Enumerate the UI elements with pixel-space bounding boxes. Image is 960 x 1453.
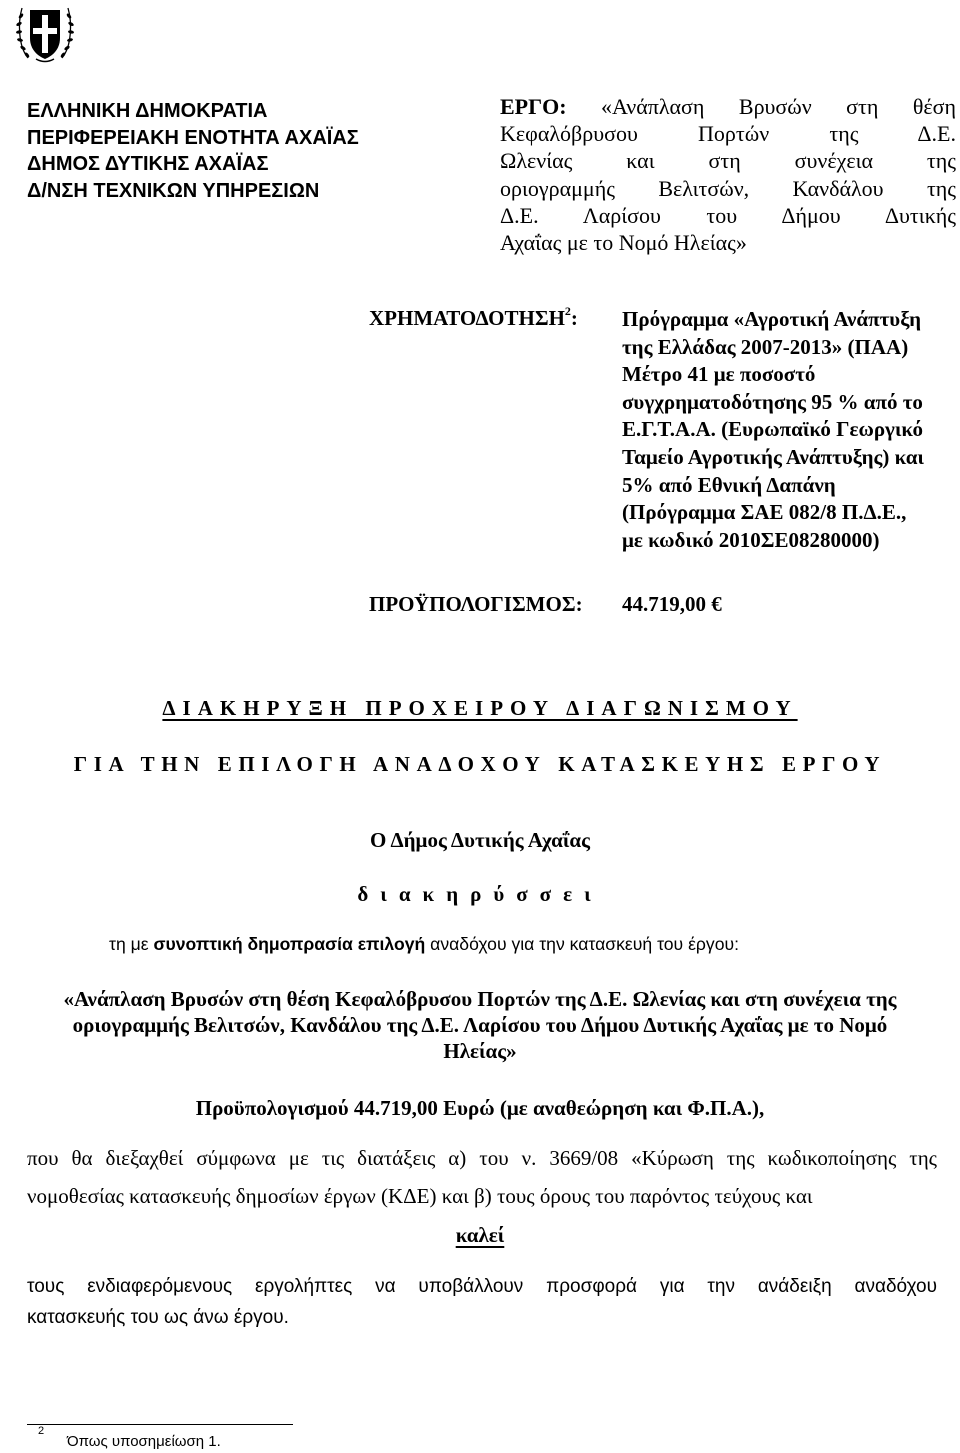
footnote-divider <box>27 1424 293 1425</box>
procedure-type: συνοπτική δημοπρασία επιλογή <box>153 934 426 954</box>
budget-statement: Προϋπολογισμού 44.719,00 Ευρώ (με αναθεώρηση και Φ.Π.Α.), <box>195 1096 765 1120</box>
legal-basis-line: νομοθεσίας κατασκευής δημοσίων έργων (ΚΔΕ) και β) τους όρους του παρόντος τεύχους και <box>27 1184 813 1208</box>
funding-line: Μέτρο 41 με ποσοστό <box>622 362 816 387</box>
funding-line: συγχρηματοδότησης 95 % από το <box>622 389 923 414</box>
project-line: Δ.Ε. Λαρίσου του Δήμου Δυτικής <box>500 202 956 228</box>
project-line: Κεφαλόβρυσου Πορτών της Δ.Ε. <box>500 121 956 147</box>
funding-label-text: ΧΡΗΜΑΤΟΔΟΤΗΣΗ <box>369 306 565 330</box>
project-title-line: οριογραμμής Βελιτσών, Κανδάλου της Δ.Ε. Λαρίσου του Δήμου Δυτικής Αχαΐας με το Νομό <box>72 1013 888 1037</box>
project-line: Αχαΐας με το Νομό Ηλείας» <box>500 229 747 255</box>
footnote-mark: 2 <box>38 1425 45 1437</box>
project-title-line: «Ανάπλαση Βρυσών στη θέση Κεφαλόβρυσου Πορτών της Δ.Ε. Ωλενίας και στη συνέχεια της <box>63 987 897 1011</box>
document-heading: ΔΙΑΚΗΡΥΞΗ ΠΡΟΧΕΙΡΟΥ ΔΙΑΓΩΝΙΣΜΟΥ <box>162 696 798 720</box>
funding-line: 5% από Εθνική Δαπάνη <box>622 472 836 497</box>
funding-line: (Πρόγραμμα ΣΑΕ 082/8 Π.Δ.Ε., <box>622 500 907 525</box>
authority-line: ΔΗΜΟΣ ΔΥΤΙΚΗΣ ΑΧΑΪΑΣ <box>27 153 269 175</box>
funding-line: Πρόγραμμα «Αγροτική Ανάπτυξη <box>622 307 922 331</box>
footnote-text: Όπως υποσημείωση 1. <box>67 1433 221 1450</box>
announces-verb: διακηρύσσει <box>357 882 603 906</box>
procedure-prefix: τη με <box>109 934 154 954</box>
footnote-reference: 2 <box>564 304 571 318</box>
authority-line: Δ/ΝΣΗ ΤΕΧΝΙΚΩΝ ΥΠΗΡΕΣΙΩΝ <box>27 179 320 202</box>
document-subheading: ΓΙΑ ΤΗΝ ΕΠΙΛΟΓΗ ΑΝΑΔΟΧΟΥ ΚΑΤΑΣΚΕΥΗΣ ΕΡΓΟΥ <box>73 752 887 776</box>
funding-details <box>622 306 960 554</box>
funding-label <box>369 306 578 331</box>
project-line: οριογραμμής Βελιτσών, Κανδάλου της <box>500 175 956 201</box>
greek-coat-of-arms-icon <box>14 2 76 66</box>
funding-line: της Ελλάδας 2007-2013» (ΠΑΑ) <box>622 334 909 359</box>
budget-label: ΠΡΟΫΠΟΛΟΓΙΣΜΟΣ: <box>369 592 583 616</box>
funding-line: με κωδικό 2010ΣΕ08280000) <box>622 527 880 552</box>
project-title-line: Ηλείας» <box>443 1039 517 1063</box>
procedure-suffix: αναδόχου για την κατασκευή του έργου: <box>425 934 740 954</box>
funding-colon: : <box>570 306 578 330</box>
funding-line: Ταμείο Αγροτικής Ανάπτυξης) και <box>622 444 924 469</box>
project-line: Ωλενίας και στη συνέχεια της <box>500 148 956 174</box>
project-title-block <box>24 986 936 1064</box>
project-block <box>500 93 956 256</box>
legal-basis-line: που θα διεξαχθεί σύμφωνα με τις διατάξεις α) του ν. 3669/08 «Κύρωση της κωδικοποίησης της <box>27 1146 937 1170</box>
invitation-line: τους ενδιαφερόμενους εργολήπτες να υποβάλλουν προσφορά για την ανάδειξη αναδόχου <box>27 1276 937 1297</box>
procedure-line <box>109 934 739 955</box>
invitation-line: κατασκευής του ως άνω έργου. <box>27 1307 289 1328</box>
calls-verb: καλεί <box>455 1223 505 1247</box>
project-label: ΕΡΓΟ: <box>500 94 567 119</box>
issuing-authority <box>27 98 407 204</box>
funding-line: Ε.Γ.Τ.Α.Α. (Ευρωπαϊκό Γεωργικό <box>622 417 923 442</box>
municipality-name: Ο Δήμος Δυτικής Αχαΐας <box>370 828 590 852</box>
authority-line: ΕΛΛΗΝΙΚΗ ΔΗΜΟΚΡΑΤΙΑ <box>27 100 268 122</box>
project-line-1 <box>500 93 956 120</box>
project-line: «Ανάπλαση Βρυσών στη θέση <box>601 94 956 119</box>
authority-line: ΠΕΡΙΦΕΡΕΙΑΚΗ ΕΝΟΤΗΤΑ ΑΧΑΪΑΣ <box>27 126 359 149</box>
budget-value: 44.719,00 € <box>622 592 722 616</box>
